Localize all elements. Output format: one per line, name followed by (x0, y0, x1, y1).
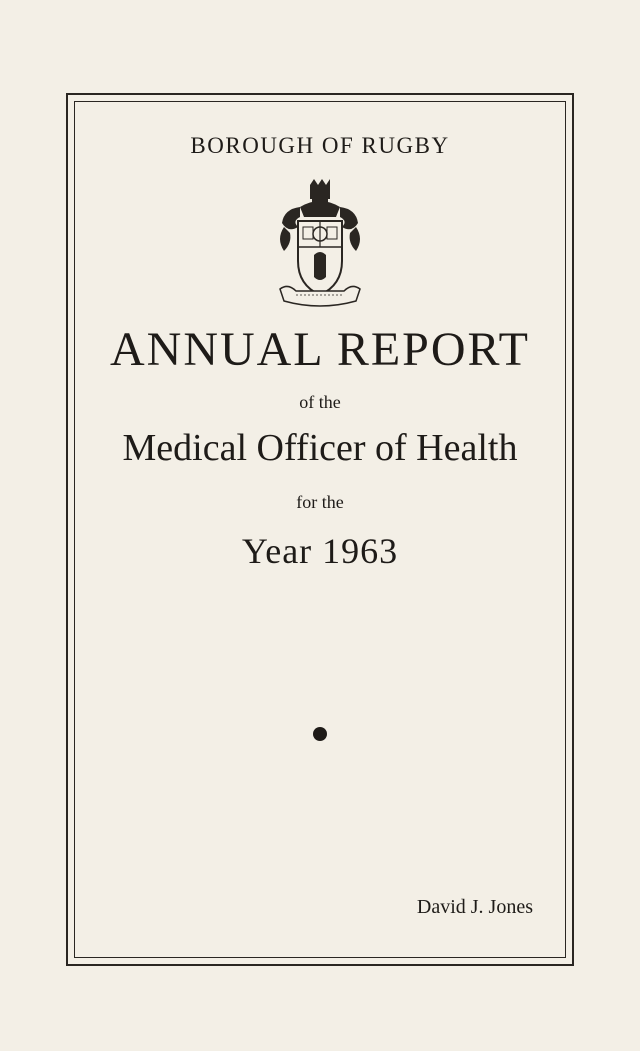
borough-heading: BOROUGH OF RUGBY (190, 133, 450, 158)
for-the-text: for the (296, 492, 344, 512)
of-the-text: of the (299, 392, 341, 412)
coat-of-arms-icon (270, 177, 370, 313)
report-year: Year 1963 (241, 531, 399, 571)
bullet-ornament-icon (313, 727, 327, 741)
report-subtitle: Medical Officer of Health (122, 427, 518, 469)
report-title: ANNUAL REPORT (109, 323, 530, 376)
author-name: David J. Jones (416, 896, 533, 918)
